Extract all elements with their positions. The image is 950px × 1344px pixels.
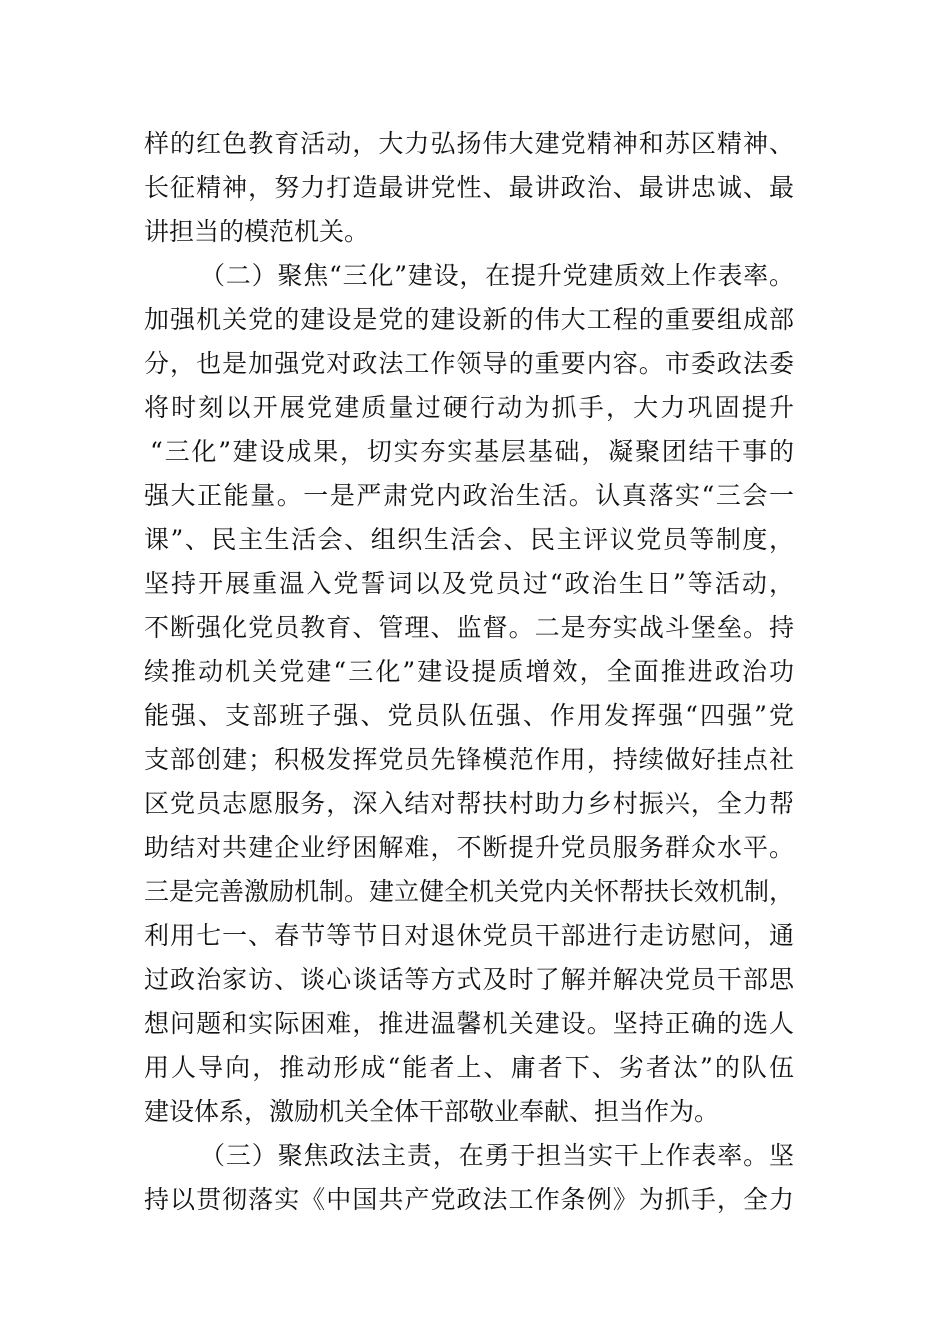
text-line: “三化”建设成果，切实夯实基层基础，凝聚团结干事的 xyxy=(150,437,794,466)
text-line: 能强、支部班子强、党员队伍强、作用发挥强“四强”党 xyxy=(144,701,794,730)
text-line: 利用七一、春节等节日对退休党员干部进行走访慰问，通 xyxy=(144,921,794,950)
section-heading-3: （三）聚焦政法主责，在勇于担当实干上作表率。坚 xyxy=(200,1141,794,1170)
text-line: 区党员志愿服务，深入结对帮扶村助力乡村振兴，全力帮 xyxy=(144,789,794,818)
text-line: 建设体系，激励机关全体干部敬业奉献、担当作为。 xyxy=(144,1097,720,1126)
text-line: 将时刻以开展党建质量过硬行动为抓手，大力巩固提升 xyxy=(144,393,794,422)
text-line: 过政治家访、谈心谈话等方式及时了解并解决党员干部思 xyxy=(144,965,794,994)
text-line: 支部创建；积极发挥党员先锋模范作用，持续做好挂点社 xyxy=(144,745,794,774)
text-line: 助结对共建企业纾困解难，不断提升党员服务群众水平。 xyxy=(144,833,794,862)
text-line: 讲担当的模范机关。 xyxy=(144,217,370,246)
text-line: 分，也是加强党对政法工作领导的重要内容。市委政法委 xyxy=(144,349,794,378)
text-line: 坚持开展重温入党誓词以及党员过“政治生日”等活动， xyxy=(144,569,794,598)
text-line: 不断强化党员教育、管理、监督。二是夯实战斗堡垒。持 xyxy=(144,613,794,642)
text-line: 强大正能量。一是严肃党内政治生活。认真落实“三会一 xyxy=(144,481,794,510)
text-line: 想问题和实际困难，推进温馨机关建设。坚持正确的选人 xyxy=(144,1009,794,1038)
text-line: 用人导向，推动形成“能者上、庸者下、劣者汰”的队伍 xyxy=(144,1053,794,1082)
text-line: 加强机关党的建设是党的建设新的伟大工程的重要组成部 xyxy=(144,305,794,334)
text-line: 三是完善激励机制。建立健全机关党内关怀帮扶长效机制， xyxy=(144,877,794,906)
document-body xyxy=(144,122,794,1222)
text-line: 续推动机关党建“三化”建设提质增效，全面推进政治功 xyxy=(144,657,794,686)
section-heading-2: （二）聚焦“三化”建设，在提升党建质效上作表率。 xyxy=(200,261,794,290)
text-line: 长征精神，努力打造最讲党性、最讲政治、最讲忠诚、最 xyxy=(144,173,794,202)
text-line: 课”、民主生活会、组织生活会、民主评议党员等制度， xyxy=(144,525,794,554)
text-line: 持以贯彻落实《中国共产党政法工作条例》为抓手，全力 xyxy=(144,1185,794,1214)
text-line: 样的红色教育活动，大力弘扬伟大建党精神和苏区精神、 xyxy=(144,129,794,158)
